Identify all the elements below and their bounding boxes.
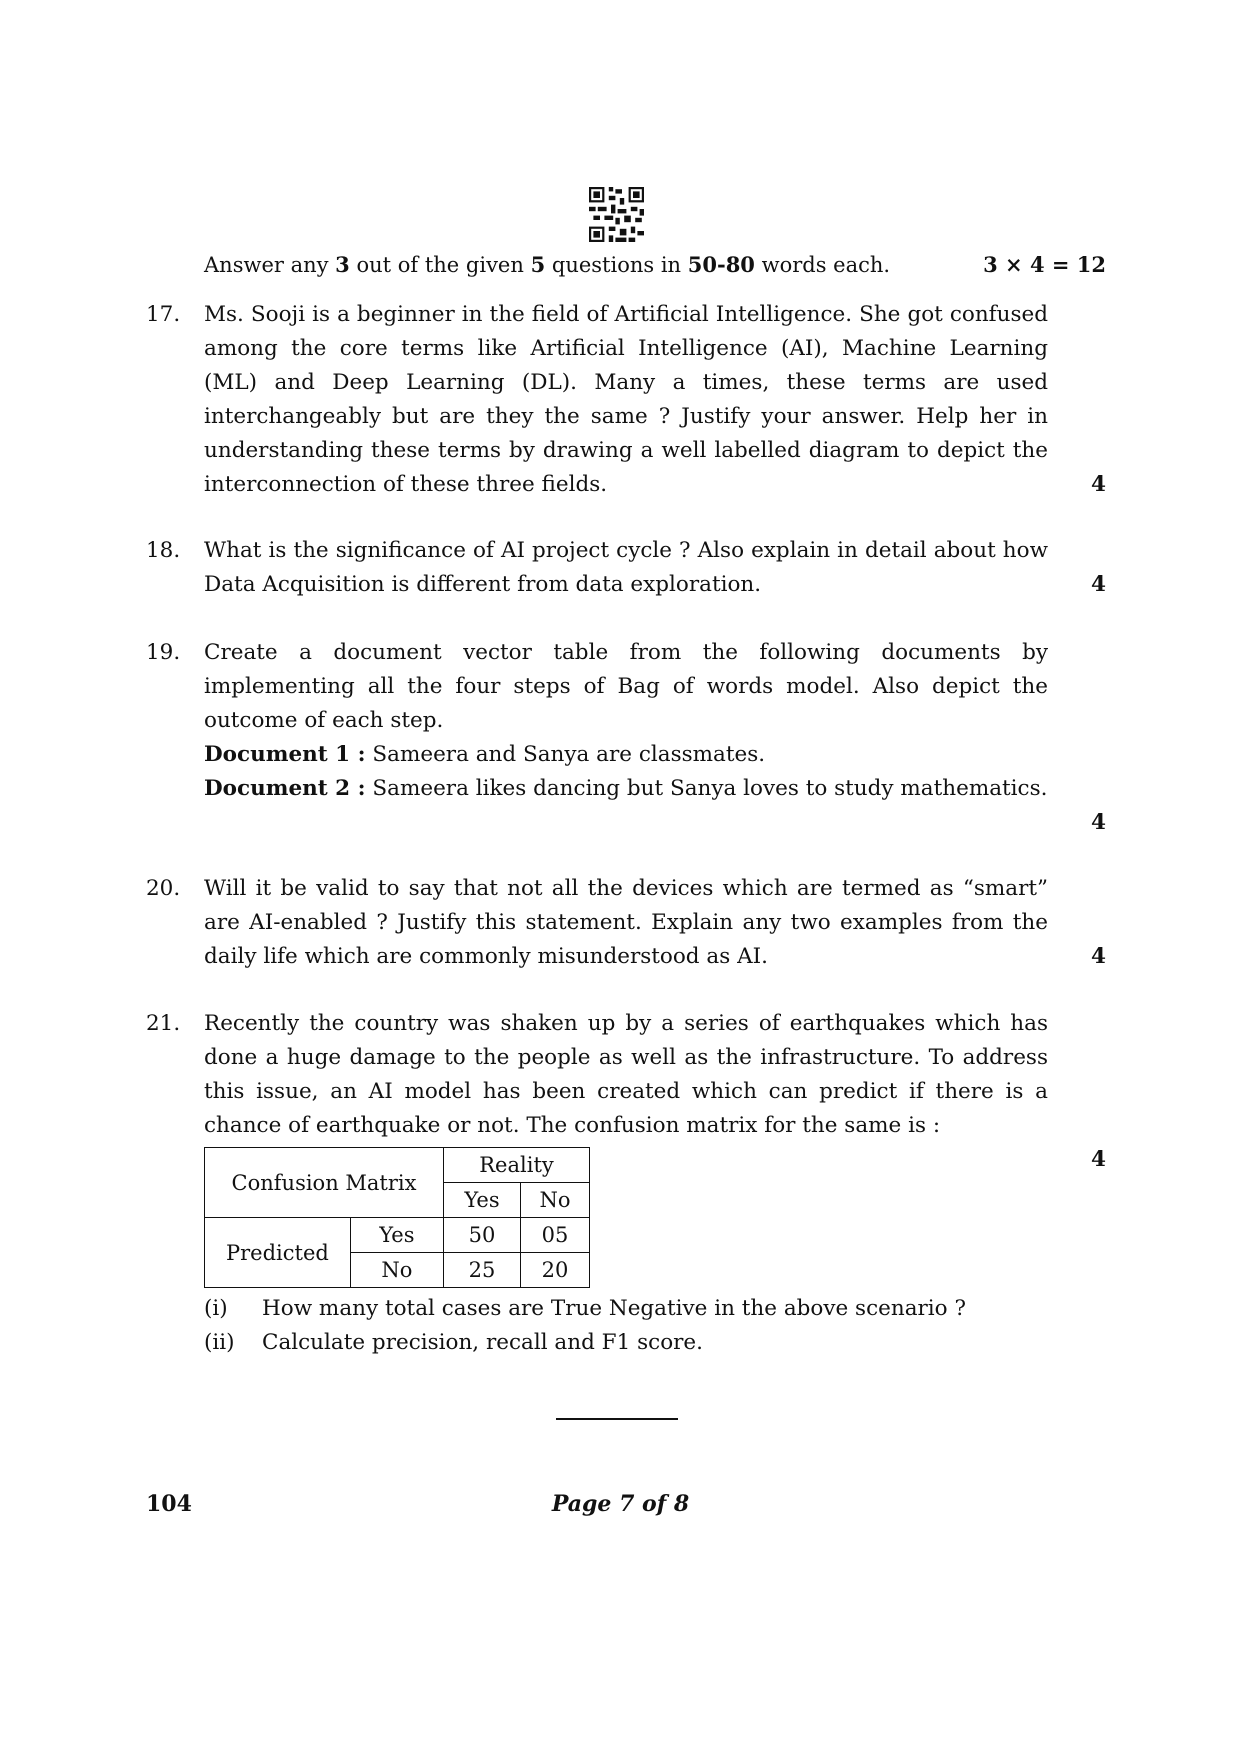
question-number: 18. [146,538,181,563]
sub-question [204,1292,1048,1326]
end-rule [556,1418,678,1420]
question-21 [146,1007,1106,1360]
question-text: Recently the country was shaken up by a series of earthquakes which has done a huge damage to the people as well as the infrastructure. To address this issue, an AI model has been created which can predict if there is a chance of earthquake or not. The confusion matrix for the same is : [204,1011,1048,1138]
question-number: 17. [146,302,181,327]
cell-no-yes: 25 [444,1253,521,1288]
question-17 [146,298,1106,502]
reality-no-header: No [521,1183,590,1218]
table-corner-cell: Confusion Matrix [205,1148,444,1218]
question-number: 19. [146,640,181,665]
question-18 [146,534,1106,602]
question-number: 20. [146,876,181,901]
cell-no-no: 20 [521,1253,590,1288]
predicted-no-header: No [350,1253,443,1288]
sub-question-number: (i) [204,1296,228,1321]
paper-code: 104 [146,1491,192,1517]
sub-questions [204,1292,1048,1360]
confusion-matrix-table [204,1147,590,1288]
document-2-label: Document 2 : [204,776,366,801]
cell-yes-no: 05 [521,1218,590,1253]
page-number: Page 7 of 8 [551,1491,690,1517]
predicted-header: Predicted [205,1218,351,1288]
sub-question-text: Calculate precision, recall and F1 score. [262,1330,703,1355]
question-text: Will it be valid to say that not all the devices which are termed as “smart” are AI-enabled ? Justify this statement. Explain any two examples from the daily life which are commonly misunderstood as AI. [204,876,1048,969]
instructions-text: Answer any 3 out of the given 5 questions in 50-80 words each. [204,252,891,277]
sub-question [204,1326,1048,1360]
question-text: Ms. Sooji is a beginner in the field of Artificial Intelligence. She got confused among the core terms like Artificial Intelligence (AI), Machine Learning (ML) and Deep Learning (DL). Many a times, these terms are used interchangeably but are they the same ? Justify your answer. Help her in understanding these terms by drawing a well labelled diagram to depict the interconnection of these three fields. [204,302,1048,497]
predicted-yes-header: Yes [350,1218,443,1253]
question-text: What is the significance of AI project cycle ? Also explain in detail about how Data Acquisition is different from data exploration. [204,538,1048,597]
question-marks: 4 [1091,810,1106,835]
question-20 [146,872,1106,974]
section-marks: 3 × 4 = 12 [983,252,1106,277]
reality-header: Reality [444,1148,590,1183]
sub-question-number: (ii) [204,1330,235,1355]
question-19 [146,636,1106,835]
section-instructions [204,248,1106,282]
question-text: Create a document vector table from the following documents by implementing all the four steps of Bag of words model. Also depict the outcome of each step. [204,640,1048,733]
question-number: 21. [146,1011,181,1036]
sub-question-text: How many total cases are True Negative in the above scenario ? [262,1296,966,1321]
cell-yes-yes: 50 [444,1218,521,1253]
question-marks: 4 [1091,572,1106,597]
question-marks: 4 [1091,472,1106,497]
reality-yes-header: Yes [444,1183,521,1218]
qr-code-icon [589,187,644,242]
question-marks: 4 [1091,944,1106,969]
question-marks: 4 [1091,1147,1106,1172]
document-1-label: Document 1 : [204,742,366,767]
document-1: Document 1 : Sameera and Sanya are classmates. [204,742,766,767]
document-2: Document 2 : Sameera likes dancing but Sanya loves to study mathematics. [204,776,1048,801]
